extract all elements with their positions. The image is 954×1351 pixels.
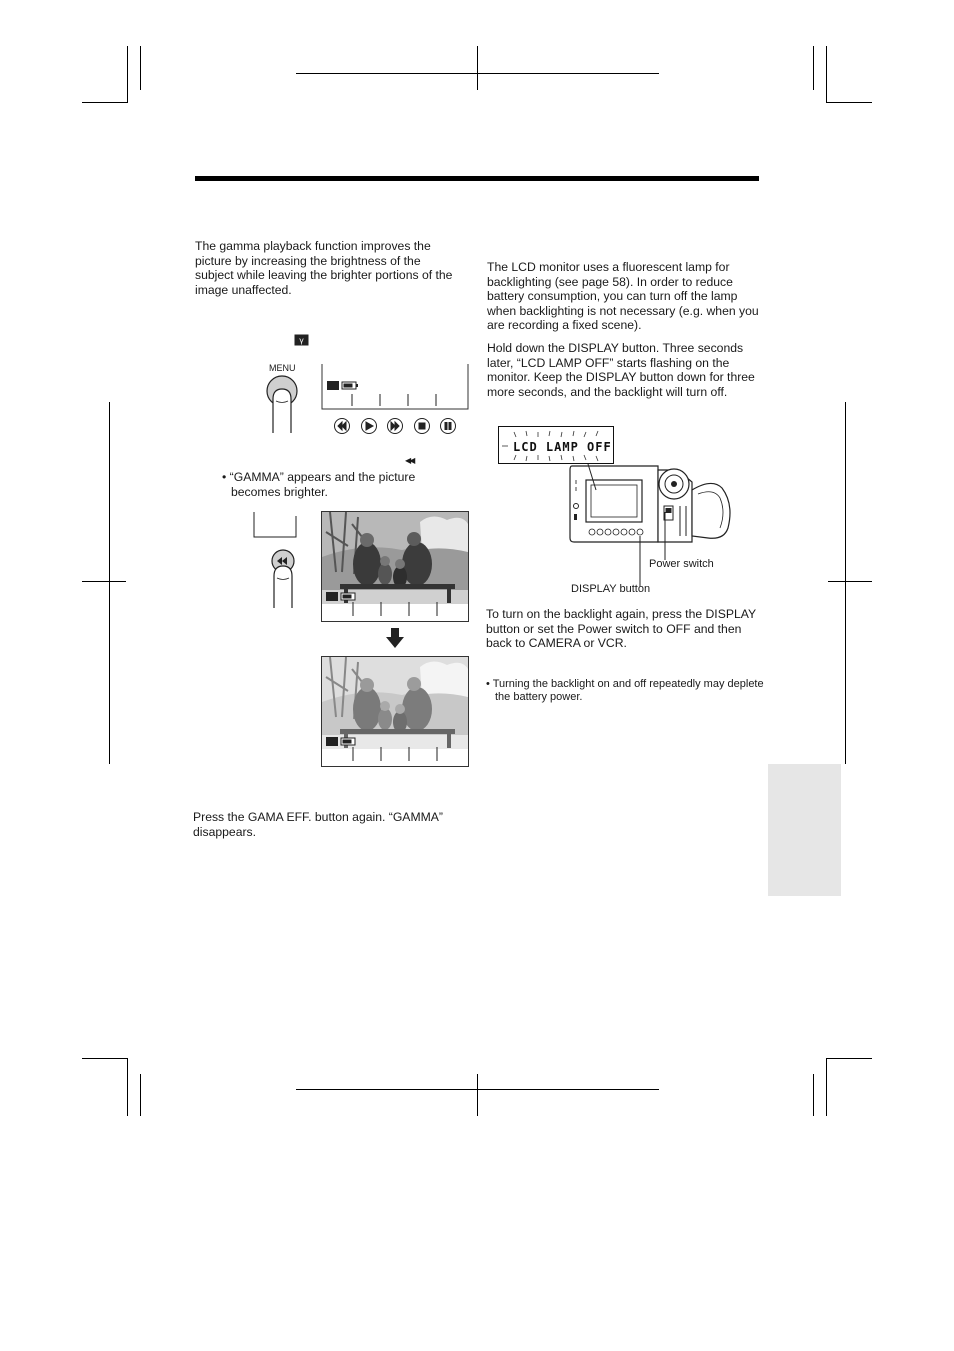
- display-button-label: DISPLAY button: [571, 583, 651, 595]
- button-bracket: [253, 512, 297, 538]
- menu-button[interactable]: [264, 373, 300, 435]
- playback-screen-gamma: [321, 656, 469, 767]
- menu-button-label: MENU: [269, 363, 296, 373]
- status-screen-frame: [321, 364, 469, 410]
- fast-forward-icon: [388, 419, 403, 434]
- stop-icon: [415, 419, 430, 434]
- pause-icon: [441, 419, 456, 434]
- play-icon: [362, 419, 377, 434]
- backlight-para-2: Hold down the DISPLAY button. Three seconds later, “LCD LAMP OFF” starts flashing on the monitor. Keep the DISPLAY button down for three more seconds, and the backlight will turn off.: [487, 341, 755, 399]
- side-tab: [768, 764, 841, 896]
- lcd-lamp-off-message: LCD LAMP OFF: [513, 440, 612, 454]
- finger-icon: [273, 389, 291, 433]
- gamma-cancel-text: Press the GAMA EFF. button again. “GAMMA” disappears.: [193, 810, 443, 839]
- backlight-para-3: To turn on the backlight again, press the DISPLAY button or set the Power switch to OFF and then back to CAMERA or VCR.: [486, 607, 756, 651]
- backlight-para-1: The LCD monitor uses a fluorescent lamp for backlighting (see page 58). In order to reduce battery consumption, you can turn off the lamp when backlighting is not necessary (e.g. when you are recording a fixed scene).: [487, 260, 759, 333]
- rewind-glyph: ◀◀: [405, 456, 414, 465]
- rewind-icon: [335, 419, 350, 434]
- gamma-icon: [294, 333, 309, 345]
- backlight-note: • Turning the backlight on and off repeatedly may deplete the battery power.: [486, 678, 764, 703]
- rewind-button[interactable]: [266, 548, 300, 610]
- svg-text:γ: γ: [299, 336, 304, 345]
- transport-buttons: [333, 416, 459, 436]
- power-switch-label: Power switch: [649, 558, 714, 570]
- gamma-bullet-text: • “GAMMA” appears and the picture becomes brighter.: [222, 470, 416, 499]
- down-arrow-icon: [386, 628, 404, 648]
- header-rule: [195, 176, 759, 181]
- gamma-intro-text: The gamma playback function improves the picture by increasing the brightness of the subject while leaving the brighter portions of the image unaffected.: [195, 239, 453, 297]
- playback-screen-normal: [321, 511, 469, 622]
